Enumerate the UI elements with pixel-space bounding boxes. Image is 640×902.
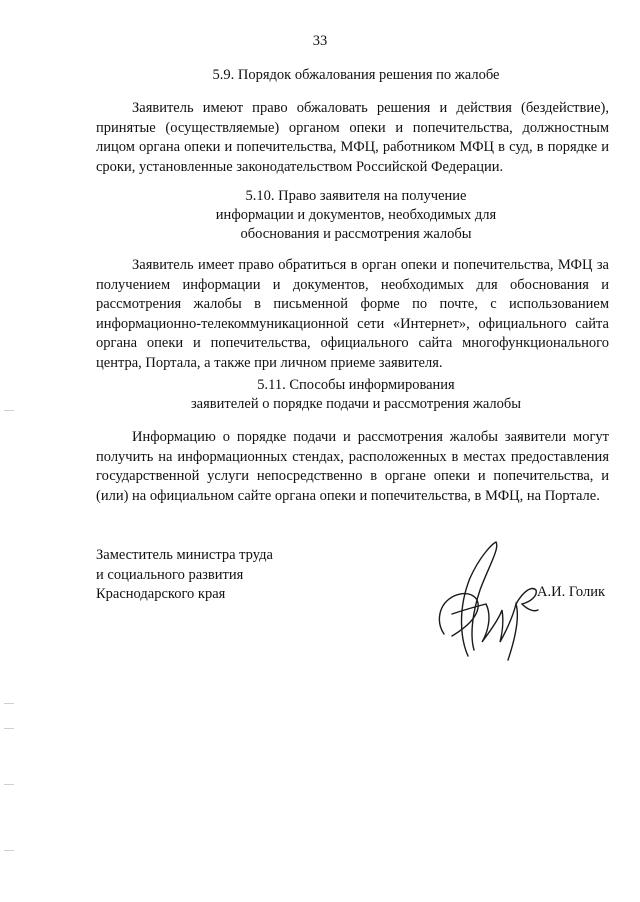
signer-title-line: Заместитель министра труда — [96, 547, 273, 563]
page-number: 33 — [312, 33, 328, 49]
scan-mark — [4, 728, 14, 729]
heading-line: информации и документов, необходимых для — [215, 207, 497, 223]
section-paragraph-5-9: Заявитель имеют право обжаловать решения и действия (бездействие), принятые (осуществляемые) органом опеки и попечительства, должностным лицом органа опеки и попечительства, МФЦ, работником МФЦ в суд, в порядке и сроки, установленные законодательством Российской Федерации. — [96, 100, 609, 175]
heading-line: обоснования и рассмотрения жалобы — [240, 226, 472, 242]
section-heading-5-11 — [96, 376, 616, 414]
section-heading-5-10 — [96, 187, 616, 244]
heading-line: 5.10. Право заявителя на получение — [245, 188, 467, 204]
heading-line: заявителей о порядке подачи и рассмотрения жалобы — [190, 396, 522, 412]
scan-mark — [4, 850, 14, 851]
section-paragraph-5-10: Заявитель имеет право обратиться в орган опеки и попечительства, МФЦ за получением информации и документов, необходимых для обоснования и рассмотрения жалобы в письменной форме по почте, с использованием информационно-телекоммуникационной сети «Интернет», официального сайта органа опеки и попечительства, официального сайта многофункционального центра, Портала, а также при личном приеме заявителя. — [96, 257, 609, 371]
scan-mark — [4, 784, 14, 785]
signer-title-line: Краснодарского края — [96, 586, 226, 602]
signer-title-line: и социального развития — [96, 566, 244, 583]
scan-mark — [4, 703, 14, 704]
heading-line: 5.9. Порядок обжалования решения по жалобе — [212, 67, 500, 83]
section-paragraph-5-11: Информацию о порядке подачи и рассмотрения жалобы заявители могут получить на информационных стендах, расположенных в местах предоставления государственной услуги непосредственно в органе опеки и попечительства, и (или) на официальном сайте органа опеки и попечительства, в МФЦ, на Портале. — [96, 429, 609, 504]
signer-name: А.И. Голик — [537, 584, 606, 600]
scan-mark — [4, 410, 14, 411]
handwritten-signature — [430, 538, 540, 668]
signer-title — [96, 546, 273, 605]
heading-line: 5.11. Способы информирования — [257, 377, 455, 393]
section-heading-5-9 — [96, 66, 616, 85]
